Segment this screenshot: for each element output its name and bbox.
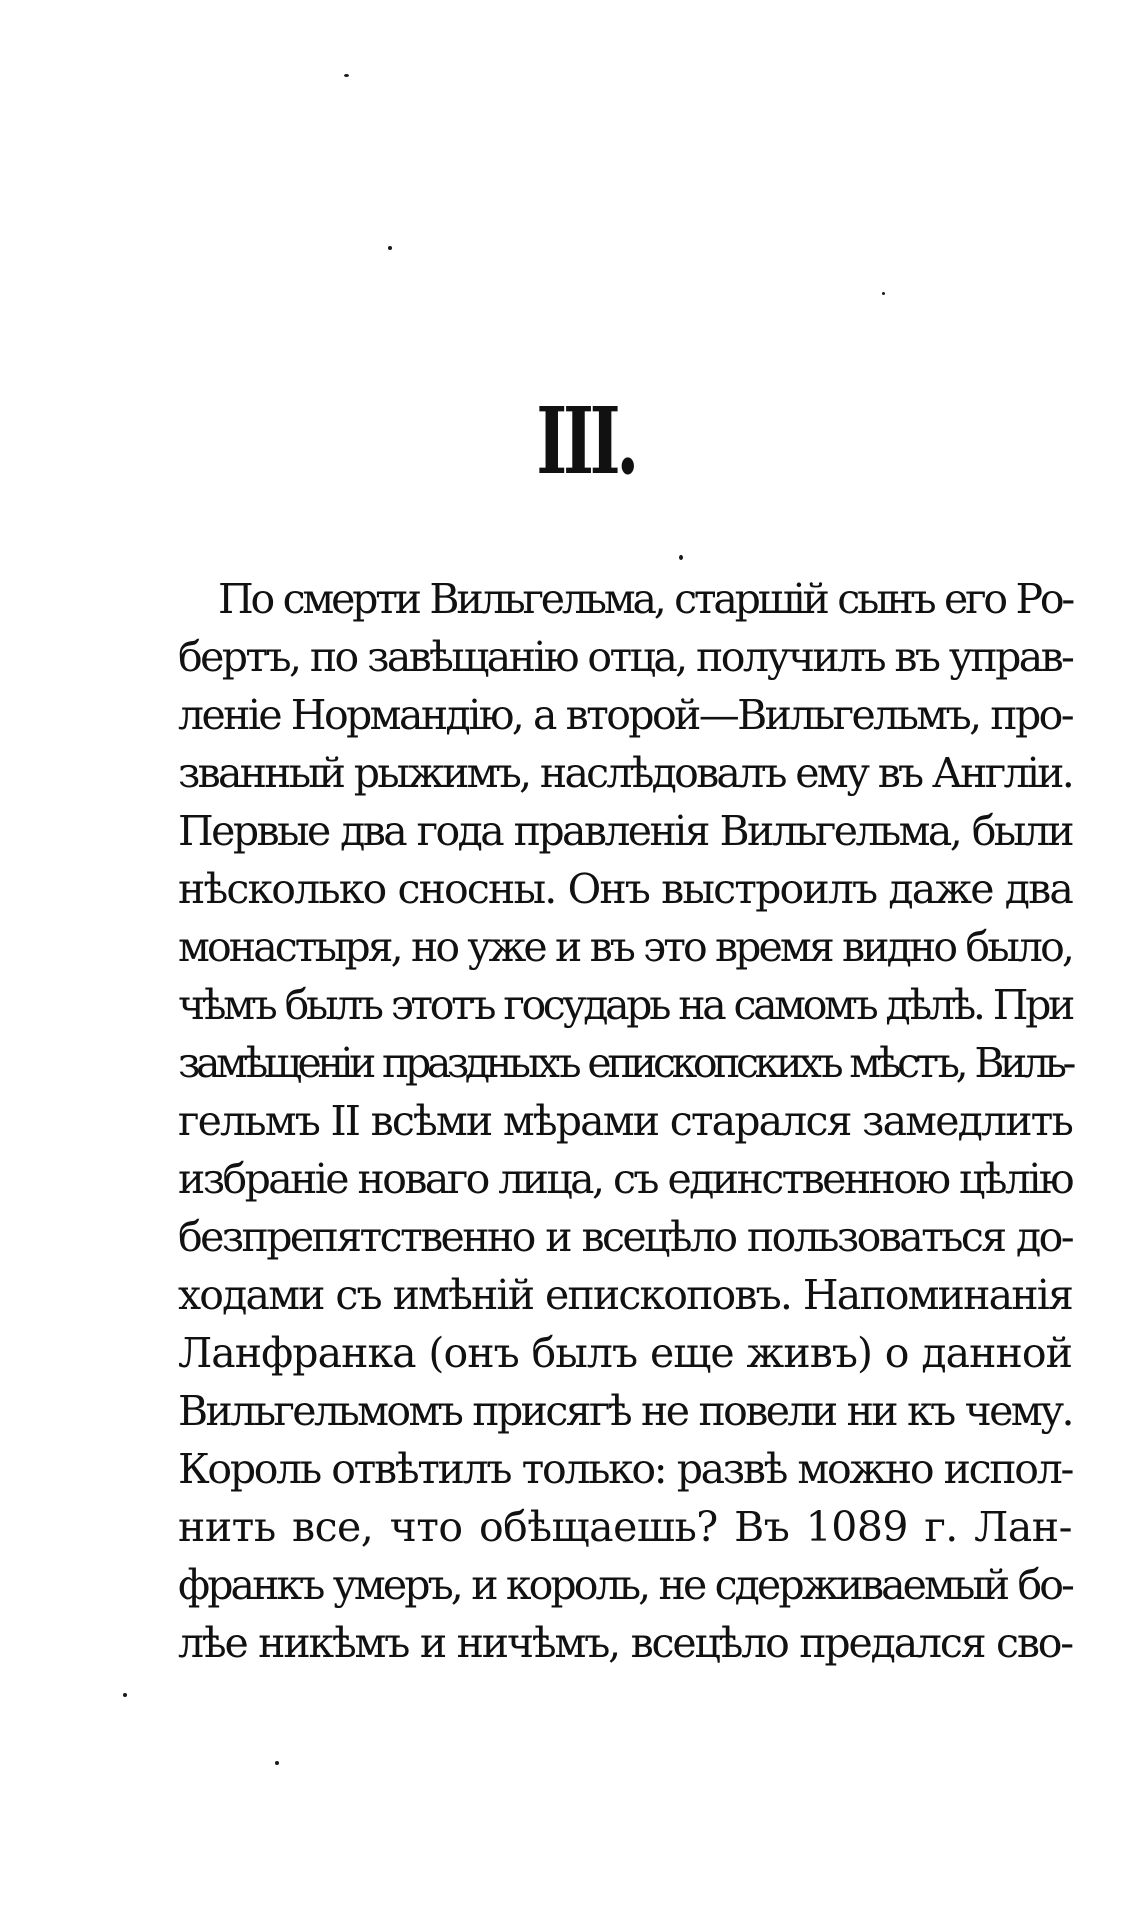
text-line: монастыря, но уже и въ это время видно было,	[178, 923, 1072, 971]
print-speck	[882, 292, 885, 295]
text-line: По смерти Вильгельма, старшій сынъ его Ро-	[218, 575, 1072, 623]
text-line: Первые два года правленія Вильгельма, были	[178, 807, 1072, 855]
print-speck	[679, 555, 683, 560]
print-speck	[388, 246, 392, 250]
text-line: бертъ, по завѣщанію отца, получилъ въ управ-	[178, 633, 1073, 681]
text-line: франкъ умеръ, и король, не сдерживаемый бо-	[178, 1561, 1072, 1609]
text-line: гельмъ II всѣми мѣрами старался замедлить	[178, 1097, 1072, 1145]
print-speck	[275, 1761, 279, 1765]
text-line: леніе Нормандію, а второй—Вильгельмъ, про-	[178, 691, 1072, 739]
text-line: замѣщеніи праздныхъ епископскихъ мѣстъ, Виль-	[178, 1039, 1072, 1087]
text-line: Вильгельмомъ присягѣ не повели ни къ чему.	[178, 1387, 1072, 1435]
text-line: Ланфранка (онъ былъ еще живъ) о данной	[178, 1329, 1072, 1377]
text-line: безпрепятственно и всецѣло пользоваться до-	[178, 1213, 1072, 1261]
text-line: нить все, что обѣщаешь? Въ 1089 г. Лан-	[178, 1503, 1072, 1551]
text-line: лѣе никѣмъ и ничѣмъ, всецѣло предался сво-	[178, 1619, 1072, 1667]
body-paragraph	[178, 570, 1072, 1672]
text-line: ходами съ имѣній епископовъ. Напоминанія	[178, 1271, 1072, 1319]
text-line: избраніе новаго лица, съ единственною цѣлію	[178, 1155, 1072, 1203]
text-line: нѣсколько сносны. Онъ выстроилъ даже два	[178, 865, 1072, 913]
text-line: званный рыжимъ, наслѣдовалъ ему въ Англіи.	[178, 749, 1072, 797]
text-line: чѣмъ былъ этотъ государь на самомъ дѣлѣ. При	[178, 981, 1072, 1029]
print-speck	[344, 74, 349, 77]
chapter-heading: III.	[536, 387, 636, 495]
print-speck	[123, 1693, 127, 1697]
text-line: Король отвѣтилъ только: развѣ можно испол-	[178, 1445, 1072, 1493]
